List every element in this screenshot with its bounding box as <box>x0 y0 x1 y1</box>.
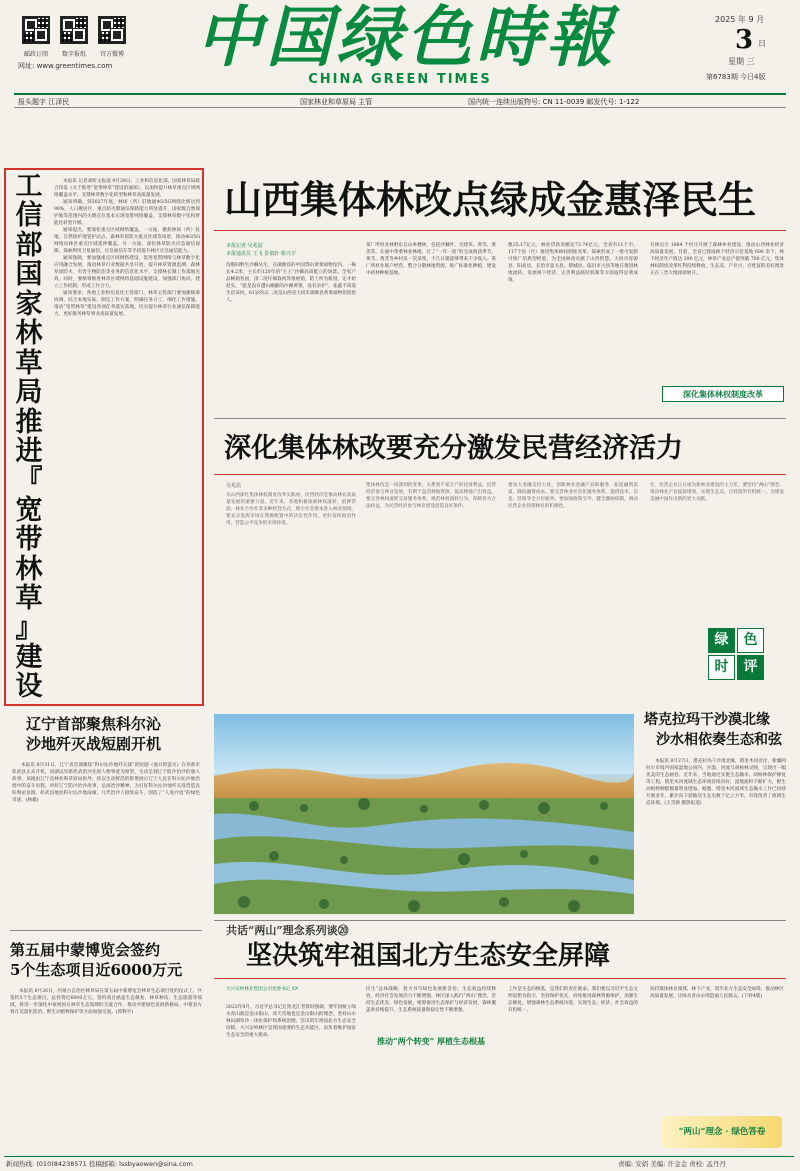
lead-title-char: 进 <box>15 435 43 467</box>
second-story-col: 要加大金融支持力度，创新林业金融产品和服务，拓宽融资渠道，降低融资成本。要完善林业社会化服务体系，提供技术、信息、营销等全方位服务。要加强政策引导，健全激励机制，调动民营企业投资林业的积极性。 <box>508 483 638 509</box>
wetland-illustration <box>214 714 634 914</box>
tarim-paragraph: 本报讯 8月27日，塔克拉玛干沙漠北缘，塔里木河北岸，新疆阿拉尔市境内国家湿地公园内，沙漠、河流与胡杨林交映，呈现出一幅优美的生态画卷。近年来，当地通过实施生态输水、胡杨林保护修复等工程，塔里木河流域生态环境持续向好，湿地面积不断扩大，野生动植物种群数量明显增加。据悉，塔里木河流域生态输水工作已持续开展多年，累计向下游输送生态水数十亿立方米，有效改善了流域生态环境。(王雪源 摄影报道) <box>646 759 786 806</box>
masthead-title: 中国绿色時報 <box>196 0 616 76</box>
bottom-story-col: 工作是生态的根基，是我们的责任使命。我们要以习近平生态文明思想为指引，坚持保护优先，持续推进森林资源保护，加强生态修复，增强森林生态系统功能，实现生态、经济、社会效益的有机统一。 <box>508 987 638 1013</box>
main-story-col: 数25.17亿元，林业贷款余额达73.74亿元。全省有11个市、117个县（区）推进集体林权制度改革，探索形成了一批可复制可推广的典型经验，为全国林改贡献了山西智慧。大同市浑源县、阳高县，长治市壶关县、黎城县，临汾市古县等地在推进林地流转、发展林下经济、完善利益联结机制等方面取得显著成效。 <box>508 243 638 283</box>
infobar-left: 报头题字 江泽民 <box>18 98 70 106</box>
lead-title-char: 国 <box>15 259 43 291</box>
subscription-qr[interactable] <box>22 16 50 44</box>
section-rule <box>214 920 786 921</box>
website[interactable]: 网址: www.greentimes.com <box>18 62 113 70</box>
issue-number: 第6783期 今日4版 <box>706 73 766 81</box>
lead-title-char: 』 <box>15 612 43 644</box>
second-story-col: 社，民营企业正在成为新林业建设的主力军。要坚持“两山”理念，推动林业产业提质增效，实现生态美、百姓富的有机统一，为建设美丽中国作出新的更大贡献。 <box>650 483 784 502</box>
masthead-rule <box>14 93 786 95</box>
liaoning-story-title-1[interactable]: 辽宁首部聚焦科尔沁 <box>26 715 162 733</box>
qr-label: 官方微博 <box>99 51 124 58</box>
bottom-story-col: 2023年9月，习近平总书记在黑龙江考察时强调，要牢固树立绿水青山就是金山银山、冰天雪地也是金山银山的理念，坚持山水林田湖草沙一体化保护和系统治理，坚决筑牢祖国北方生态安全屏障。大兴安岭林区是我国重要的生态功能区，肩负着维护国家生态安全的重大使命。 <box>226 1005 356 1038</box>
expo-story-title-2[interactable]: 5个生态项目近6000万元 <box>10 961 183 979</box>
date-day: 3 <box>735 25 754 55</box>
expo-story-title-1[interactable]: 第五届中蒙博览会签约 <box>10 941 161 959</box>
lead-title-char: 工 <box>15 171 43 202</box>
digital-paper-qr[interactable] <box>60 16 88 44</box>
comment-badge <box>708 628 764 680</box>
main-story-col: 茶厂所村业林野东自山乡楼林，包括沙棘叶、毛建苯、黄芩、黄芪等。在通中黄菜林业林地，过了“一年一度”的宝成收获季节，黄芩、黄芪等乡村采一次采集，不几日就能够带来不少收入。茶厂所村业联户经营，整合分散林地资源，推广标准化种植，建设中药材种植基地。 <box>366 243 496 276</box>
infobar-right: 国内统一连续出版物号: CN 11-0039 邮发代号: 1-122 <box>468 98 640 106</box>
bottom-story-rule <box>214 978 786 979</box>
second-story-byline: 吴兆喆 <box>226 483 242 489</box>
section-rule <box>214 418 786 419</box>
lead-title-char: 部 <box>15 229 43 261</box>
bottom-story-byline: 大兴安岭林业集团公司党委书记 XX <box>226 987 299 992</box>
lead-title-char: 林 <box>15 553 43 585</box>
weibo-qr[interactable] <box>98 16 126 44</box>
main-story-col: 有林员引 1084 个村庄开展了森林乡村建设，推动山西林业经济高质量发展。目前，全省已建成林下经济示范基地 600 余个，林下经济年产值达 290 亿元，林草产业总产值突破 700 亿元，集体林权制度改革红利持续释放，生态美、产业兴、百姓富的美好图景正在三晋大地徐徐展开。 <box>650 243 784 276</box>
footer-right: 责编: 安娟 美编: 许金金 责校: 孟丹丹 <box>618 1160 726 1168</box>
footer-left: 新闻热线: (010)84238571 投稿邮箱: lssbyaowen@sina.com <box>6 1160 193 1168</box>
liaoning-story-body <box>12 762 200 922</box>
lead-paragraph: 通知明确，到2027年底，林场（所）驻地通4G/5G网络比例达到90%，人口聚居区、重点防火期通信保障能力明显提升，国家级自然保护地等范围内的关键点位基本实现宽带网络覆盖，支撑林草数字化和智能化转型升级。 <box>54 200 200 226</box>
badge-char: 时 <box>708 655 735 680</box>
lead-story-body <box>54 178 200 700</box>
bottom-story-title[interactable]: 坚决筑牢祖国北方生态安全屏障 <box>246 941 611 971</box>
lead-title-char: 草 <box>15 583 43 615</box>
section-rule <box>10 930 202 931</box>
main-story-title[interactable]: 山西集体林改点绿成金惠泽民生 <box>224 177 757 222</box>
masthead-english: CHINA GREEN TIMES <box>308 72 492 87</box>
badge-char: 色 <box>737 628 764 653</box>
liaoning-paragraph: 本报讯 8月31日，辽宁省首部聚焦“科尔沁沙地歼灭战”的短剧《他日的萤火》在阜新市彰武县正式开机，该剧以阜新彰武治沙先进人物事迹为原型，生动呈现辽宁防沙治沙的感人故事。该剧由辽宁省林业和草原局指导，将以生动鲜活的影像展示辽宁人民在科尔沁沙地治理中的奋斗历程，讲好辽宁防沙治沙故事，弘扬治沙精神，为打好科尔沁沙地歼灭战营造良好舆论氛围。彰武县地处科尔沁沙地南缘，几代治沙人接续奋斗，创造了“人进沙退”的绿色奇迹。(杨雄) <box>12 763 200 803</box>
lead-title-char: 『 <box>15 465 43 497</box>
tarim-story-title-1[interactable]: 塔克拉玛干沙漠北缘 <box>644 712 770 728</box>
second-story-rule <box>214 474 786 475</box>
wetland-photo <box>214 714 634 914</box>
lead-title-char: 宽 <box>15 494 43 526</box>
badge-char: 绿 <box>708 628 735 653</box>
infobar-rule <box>14 107 786 108</box>
bottom-sub-heading: 推动“两个转变” 厚植生态根基 <box>377 1036 485 1046</box>
date-year-month: 2025 年 9 月 <box>715 15 765 24</box>
date-unit: 日 <box>758 39 766 48</box>
second-story-title[interactable]: 深化集体林改要充分激发民营经济活力 <box>224 433 683 464</box>
lead-title-char: 局 <box>15 377 43 409</box>
series-label: 共话“两山”理念系列谈⑳ <box>226 924 349 937</box>
main-story-col: 沟壑间野生沙棘丛生。在湖源县的中国鄂山黄菜福物馆内，一株长4.2米、主长约120年的“王王”沙棘高高挺立的场景。全家产品畅销各国，国二度仔细栽两苏推展销，陪上所为新园，定才始赵头，“愿是没有遭山幽静的沙棘黄菜，没有亲护”，张鑫不知道生活该何。61岁的吴二虎是山西省大同市湖源县黄菜福物馆创始人。 <box>226 263 356 303</box>
weekday: 星期 三 <box>728 57 755 66</box>
lead-title-char: 设 <box>15 671 43 703</box>
lead-title-char: 草 <box>15 347 43 379</box>
main-story-byline: 本报记者 吴兆喆 <box>226 243 263 249</box>
lead-paragraph: 通知强调，要加强重点区域网络建设，促进宽带网络与林草数字化应用融合发展，推动林草行业数据共享开放，提升林草资源监测、森林草原防火、有害生物防治等业务的信息化水平，支撑林长制工作落地见效。同时，要统筹推进林草区域网络基础设施建设，加强部门协同，建立工作机制，形成工作合力。 <box>54 256 200 289</box>
bottom-story-col: 民生“总体战略，着力书写绿色发展新答卷。生态效益持续释放，经济社会发展活力不断增强。林区深入践行“两山”理念，坚持生态优先、绿色发展，统筹推进生态保护与经济发展，森林覆盖率持续提升，生态系统质量和稳定性不断增强。 <box>366 987 496 1013</box>
lead-title-char: 林 <box>15 318 43 350</box>
main-story-byline: 本报通讯员 王飞 景愔轩 柴兴宇 <box>226 251 296 257</box>
lead-title-char: 信 <box>15 200 43 232</box>
tarim-story-body <box>646 758 786 910</box>
bottom-story-col: 扶持群体林业领域，林下产业，筑牢北方生态安全屏障，推动林区高质量发展，让绿水青山永续造福人民群众。(下转4版) <box>650 987 784 999</box>
lead-story-title <box>8 172 50 702</box>
second-story-col: 集体林改是一场深刻的变革，关系到千家万户的切身利益。民营经济参与林业发展，有利于盘活林地资源，提高林地产出效益。要完善林权流转交易服务体系，规范林权流转行为，保障各方合法权益，为民营经济参与林业建设创造良好条件。 <box>366 483 496 509</box>
qr-label: 数字报纸 <box>61 51 86 58</box>
lead-title-char: 带 <box>15 524 43 556</box>
lead-title-char: 推 <box>15 406 43 438</box>
series-badge: “两山”理念 · 绿色答卷 <box>662 1116 782 1148</box>
qr-label: 邮政订阅 <box>23 51 48 58</box>
footer-rule <box>4 1156 794 1157</box>
lead-paragraph: 通知要求，各地工业和信息化主管部门、林草主管部门要加强统筹协调，结合本地实际，制定工作方案，明确任务分工，细化工作措施，推动“宽带林草”建设各项任务落实落地，切实提升林草行业通信保障能力，更好服务林草事业高质量发展。 <box>54 291 200 317</box>
second-story-col: 从山西深化集体林权制度改革实践看，民营经济是推动林业高质量发展的重要力量。近年来，各地积极探索林权流转、抵押贷款、林业合作社等多种经营方式，吸引社会资本进入林业领域。要充分发挥市场在资源配置中的决定性作用，更好发挥政府作用，营造公平竞争的市场环境。 <box>226 493 356 526</box>
main-story-tag: 深化集体林权制度改革 <box>662 386 784 402</box>
badge-char: 评 <box>737 655 764 680</box>
expo-paragraph: 本报讯 8月26日，内蒙古自治区林草局在第五届中蒙博览会林草生态项目签约仪式上，共签约5个生态项目，总投资近6000万元。签约项目涵盖生态修复、林草种苗、生态旅游等领域，将进一步深化中蒙两国在林草生态领域的交流合作，推动共建绿色发展新格局。中蒙双方将在荒漠化防治、野生动植物保护等方面加强交流。(郭利平) <box>10 989 202 1015</box>
main-story-rule <box>214 230 786 231</box>
lead-paragraph: 通知提出，要深化重点区域网络覆盖。一方面，聚焦林场（所）驻地、自然保护地管护站点、森林草原防火重点区域等场景，推动4G/5G网络向林区重点区域延伸覆盖。另一方面，深化林草防火应急通信保障，探索利用卫星通信、应急通信车等手段提升林区应急通信能力。 <box>54 228 200 254</box>
expo-story-body <box>10 988 202 1148</box>
infobar-center: 国家林业和草原局 主管 <box>300 98 373 106</box>
liaoning-story-title-2[interactable]: 沙地歼灭战短剧开机 <box>26 735 162 753</box>
lead-dateline: 本报讯 记者刘昕文报道 9月28日，工业和信息化部、国家林草局联合印发《关于推进“宽带林草”建设的通知》，以加快提升林草重点区域网络覆盖水平，支撑林草数字化转型和林草高质量发展。 <box>54 179 200 198</box>
lead-title-char: 建 <box>15 642 43 673</box>
tarim-story-title-2[interactable]: 沙水相依奏生态和弦 <box>656 732 782 748</box>
lead-title-char: 家 <box>15 288 43 320</box>
